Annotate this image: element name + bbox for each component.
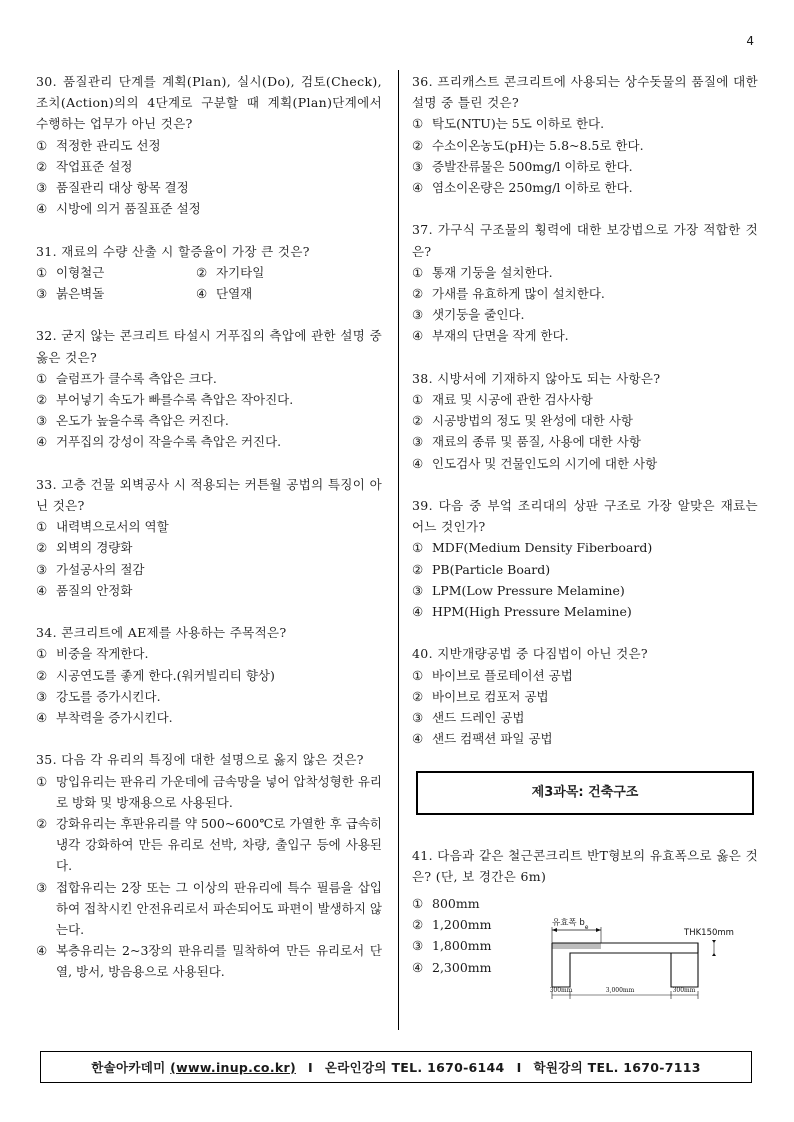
dim-right: 300mm: [672, 986, 696, 994]
option: ① 통재 기둥을 설치한다.: [412, 264, 553, 280]
option: ① 망입유리는 판유리 가운데에 금속망을 넣어 압착성형한 유리로 방화 및 방재용으로 사용된다.: [36, 773, 382, 810]
option: ① 바이브로 플로테이션 공법: [412, 667, 573, 683]
question-stem: 30. 품질관리 단계를 계획(Plan), 실시(Do), 검토(Check), 조치(Action)의의 4단계로 구분할 때 계획(Plan)단계에서 수행하는 업무가 아닌 것은?: [36, 74, 382, 132]
footer-offline-phone: 학원강의 TEL. 1670-7113: [533, 1060, 701, 1075]
t-beam-figure: [548, 915, 748, 1005]
section-title-box: [416, 771, 754, 815]
question-39: [412, 495, 758, 622]
option: ② 시공연도를 좋게 한다.(워커빌리티 향상): [36, 667, 275, 683]
question-stem: 38. 시방서에 기재하지 않아도 되는 사항은?: [412, 370, 661, 386]
option: ② 수소이온농도(pH)는 5.8~8.5로 한다.: [412, 137, 644, 153]
dim-mid: 3,000mm: [605, 986, 635, 994]
option: ③ LPM(Low Pressure Melamine): [412, 582, 625, 598]
question-33: [36, 474, 382, 601]
question-stem: 35. 다음 각 유리의 특징에 대한 설명으로 옳지 않은 것은?: [36, 752, 364, 768]
option: ① 재료 및 시공에 관한 검사사항: [412, 392, 593, 408]
option: ② 자기타일: [196, 264, 265, 280]
option: ④ 복층유리는 2~3장의 판유리를 밀착하여 만든 유리로서 단열, 방서, 방음용으로 사용된다.: [36, 943, 382, 980]
effective-width-shade: [552, 943, 601, 949]
left-column: [36, 71, 382, 1004]
option: ③ 재료의 종류 및 품질, 사용에 대한 사항: [412, 434, 641, 450]
option: ② 가새를 유효하게 많이 설치한다.: [412, 286, 605, 302]
option: ① 탁도(NTU)는 5도 이하로 한다.: [412, 116, 605, 132]
option: ③ 증발잔류물은 500mg/l 이하로 한다.: [412, 158, 633, 174]
option: ① 적정한 관리도 선정: [36, 137, 161, 153]
option: ③ 강도를 증가시킨다.: [36, 688, 161, 704]
option: ① 800mm: [412, 896, 480, 912]
page-number: 4: [746, 34, 754, 48]
question-stem: 32. 굳지 않는 콘크리트 타설시 거푸집의 측압에 관한 설명 중 옳은 것은?: [36, 328, 382, 365]
option: ③ 가설공사의 절감: [36, 561, 145, 577]
section-title: 제3과목: 건축구조: [531, 785, 639, 801]
effective-width-label: 유효폭 $b_e$: [552, 917, 589, 931]
footer-separator: I: [516, 1059, 522, 1075]
option: ④ 시방에 의거 품질표준 설정: [36, 201, 201, 217]
option: ③ 품질관리 대상 항목 결정: [36, 180, 189, 196]
option: ④ 부재의 단면을 작게 한다.: [412, 328, 569, 344]
footer-bar: [40, 1051, 752, 1083]
question-31: [36, 241, 382, 305]
option: ④ 인도검사 및 건물인도의 시기에 대한 사항: [412, 455, 658, 471]
right-column: [412, 71, 758, 999]
option: ③ 샌드 드레인 공법: [412, 710, 525, 726]
option: ① 비중을 작게한다.: [36, 646, 149, 662]
option: ① 이형철근: [36, 264, 105, 280]
option: ② PB(Particle Board): [412, 561, 551, 577]
option: ④ 부착력을 증가시킨다.: [36, 710, 173, 726]
option: ④ 염소이온량은 250mg/l 이하로 한다.: [412, 180, 633, 196]
footer-online-phone: 온라인강의 TEL. 1670-6144: [324, 1060, 505, 1075]
footer-separator: I: [307, 1059, 313, 1075]
option: ① 슬럼프가 클수록 측압은 크다.: [36, 370, 217, 386]
option: ① MDF(Medium Density Fiberboard): [412, 540, 653, 556]
question-34: [36, 622, 382, 728]
question-41: [412, 845, 758, 994]
option: ④ 거푸집의 강성이 작을수록 측압은 커진다.: [36, 434, 282, 450]
option: ② 강화유리는 후판유리를 약 500~600℃로 가열한 후 급속히 냉각 강화하여 만든 유리로 선박, 차량, 출입구 등에 사용된다.: [36, 816, 382, 874]
option: ④ 단열재: [196, 286, 253, 302]
option: ② 부어넣기 속도가 빠를수록 측압은 작아진다.: [36, 392, 294, 408]
option: ② 바이브로 컴포저 공법: [412, 688, 549, 704]
option: ④ 샌드 컴팩션 파일 공법: [412, 731, 553, 747]
question-40: [412, 643, 758, 749]
question-stem: 41. 다음과 같은 철근콘크리트 반T형보의 유효폭으로 옳은 것은? (단, 보 경간은 6m): [412, 847, 758, 884]
option: ② 작업표준 설정: [36, 158, 133, 174]
question-stem: 34. 콘크리트에 AE제를 사용하는 주목적은?: [36, 625, 287, 641]
beam-outline: [552, 943, 698, 987]
question-32: [36, 325, 382, 452]
option: ④ 품질의 안정화: [36, 582, 133, 598]
option: ② 시공방법의 정도 및 완성에 대한 사항: [412, 413, 633, 429]
footer-url-link[interactable]: (www.inup.co.kr): [170, 1059, 296, 1075]
option: ② 1,200mm: [412, 917, 492, 933]
option: ③ 샛기둥을 줄인다.: [412, 307, 525, 323]
option: ② 외벽의 경량화: [36, 540, 133, 556]
column-divider: [398, 70, 399, 1030]
question-stem: 31. 재료의 수량 산출 시 할증율이 가장 큰 것은?: [36, 243, 310, 259]
option: ④ HPM(High Pressure Melamine): [412, 604, 632, 620]
question-38: [412, 368, 758, 474]
option: ③ 접합유리는 2장 또는 그 이상의 판유리에 특수 필름을 삽입하여 접착시킨 안전유리로서 파손되어도 파편이 발생하지 않는다.: [36, 879, 382, 938]
question-35: [36, 749, 382, 982]
question-36: [412, 71, 758, 198]
slab-thickness-label: THK150mm: [684, 927, 734, 938]
option: ③ 1,800mm: [412, 938, 492, 954]
option: ① 내력벽으로서의 역할: [36, 519, 169, 535]
option: ③ 온도가 높을수록 측압은 커진다.: [36, 413, 229, 429]
question-stem: 40. 지반개량공법 중 다짐법이 아닌 것은?: [412, 646, 648, 662]
question-stem: 39. 다음 중 부엌 조리대의 상판 구조로 가장 알맞은 재료는 어느 것인가?: [412, 498, 758, 535]
question-stem: 36. 프리캐스트 콘크리트에 사용되는 상수돗물의 품질에 대한 설명 중 틀린 것은?: [412, 74, 758, 111]
question-37: [412, 219, 758, 346]
question-30: [36, 71, 382, 219]
dim-left: 300mm: [549, 986, 573, 994]
option: ④ 2,300mm: [412, 959, 492, 975]
question-stem: 33. 고층 건물 외벽공사 시 적용되는 커튼월 공법의 특징이 아닌 것은?: [36, 476, 382, 514]
question-stem: 37. 가구식 구조물의 횡력에 대한 보강법으로 가장 적합한 것은?: [412, 222, 758, 259]
option: ③ 붉은벽돌: [36, 286, 105, 302]
footer-academy: 한솔아카데미: [91, 1060, 166, 1075]
